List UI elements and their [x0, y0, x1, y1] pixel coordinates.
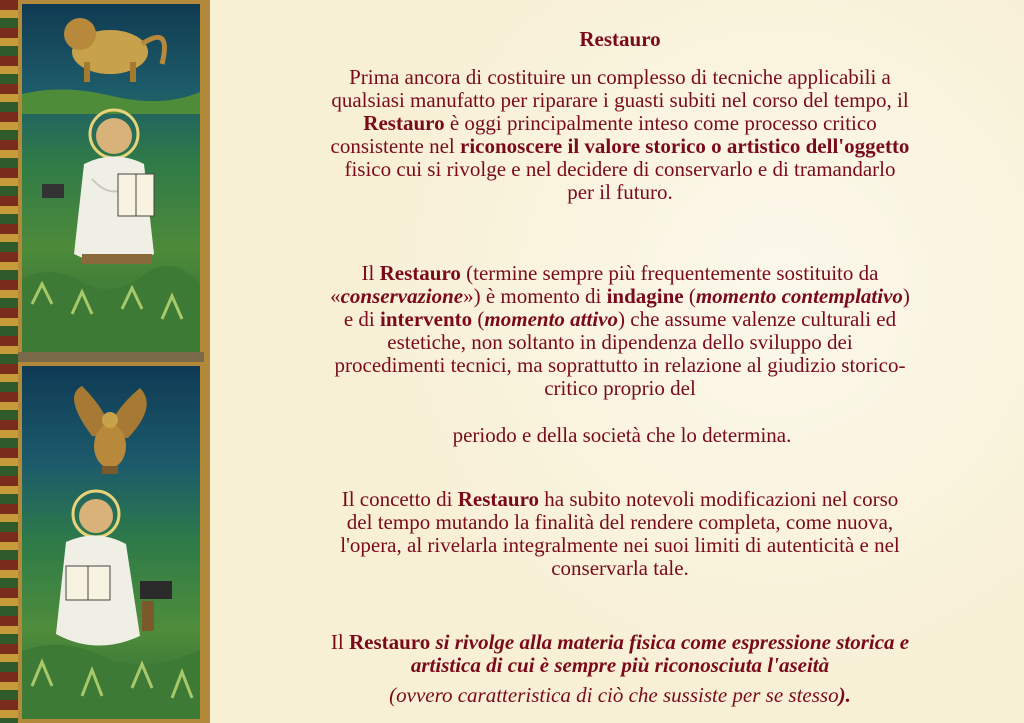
p1-line-4: consistente nel riconoscere il valore storico o artistico dell'oggetto	[330, 134, 910, 158]
p2-line-7: periodo e della società che lo determina.	[452, 423, 792, 447]
p3-line-4: conservarla tale.	[551, 556, 689, 580]
paragraph-2	[230, 262, 1010, 400]
page-title: Restauro	[579, 27, 661, 51]
p1-line-2: qualsiasi manufatto per riparare i guasti subiti nel corso del tempo, il	[331, 88, 909, 112]
p4-line-1: Il Restauro si rivolge alla materia fisica come espressione storica e	[330, 630, 910, 654]
mosaic-panel-lion-evangelist	[18, 0, 204, 356]
p1-line-1: Prima ancora di costituire un complesso di tecniche applicabili a	[349, 65, 891, 89]
p2-line-3: e di intervento (momento attivo) che assume valenze culturali ed	[343, 307, 897, 331]
mosaic-panel-eagle-evangelist	[18, 362, 204, 723]
p1-line-6: per il futuro.	[567, 180, 673, 204]
p2-line-1: Il Restauro (termine sempre più frequentemente sostituito da	[361, 261, 879, 285]
eagle-evangelist-image	[22, 366, 200, 719]
paragraph-1	[230, 66, 1010, 204]
p3-line-2: del tempo mutando la finalità del rendere completa, come nuova,	[346, 510, 894, 534]
p1-line-3: Restauro è oggi principalmente inteso come processo critico	[363, 111, 877, 135]
paragraph-2-last-line	[232, 424, 1012, 447]
p2-line-5: procedimenti tecnici, ma soprattutto in relazione al giudizio storico-	[334, 353, 906, 377]
mosaic-strip	[0, 0, 210, 723]
p1-line-5: fisico cui si rivolge e nel decidere di conservarlo e di tramandarlo	[344, 157, 896, 181]
p2-line-6: critico proprio del	[544, 376, 696, 400]
paragraph-4-note	[230, 684, 1010, 707]
p3-line-1: Il concetto di Restauro ha subito notevoli modificazioni nel corso	[341, 487, 899, 511]
p2-line-4: estetiche, non soltanto in dipendenza dello sviluppo dei	[387, 330, 853, 354]
p3-line-3: l'opera, al rivelarla integralmente nei suoi limiti di autenticità e nel	[340, 533, 900, 557]
paragraph-4	[230, 631, 1010, 677]
lion-evangelist-image	[22, 4, 200, 352]
p2-line-2: «conservazione») è momento di indagine (momento contemplativo)	[330, 284, 910, 308]
paragraph-3	[230, 488, 1010, 580]
p4-line-2: artistica di cui è sempre più riconosciuta l'aseità	[410, 653, 830, 677]
p4-line-3: (ovvero caratteristica di ciò che sussiste per se stesso).	[389, 683, 851, 707]
mosaic-border-left	[0, 0, 18, 723]
